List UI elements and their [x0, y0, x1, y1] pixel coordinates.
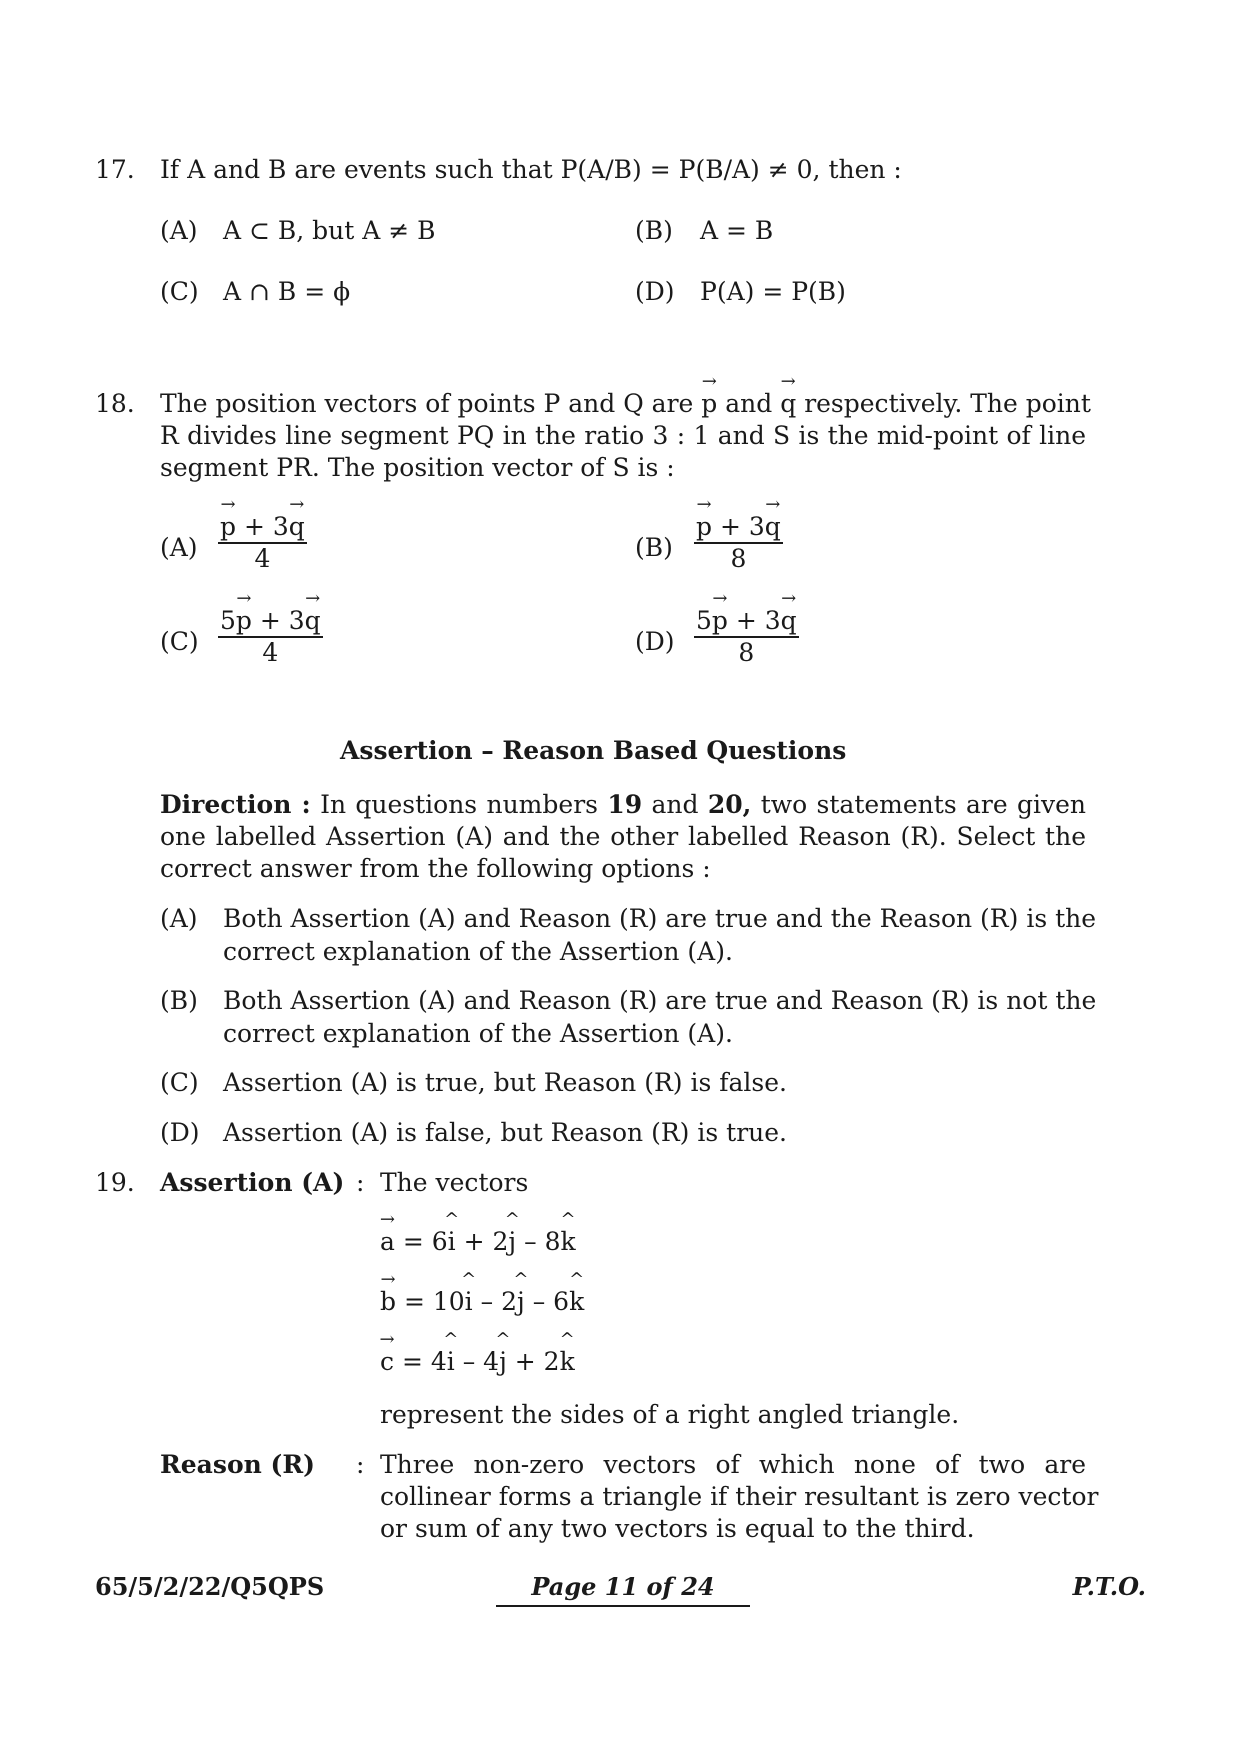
ar-option-a-line-2: correct explanation of the Assertion (A).: [223, 937, 733, 966]
reason-line-2: collinear forms a triangle if their resultant is zero vector: [380, 1482, 1099, 1511]
direction-line-1: Direction : In questions numbers 19 and 20, two statements are given: [160, 790, 1087, 819]
vector-c-equation: → c = 4^ i – 4^ j + 2^ k: [380, 1347, 575, 1376]
q18-option-b-label: (B): [635, 533, 673, 562]
q17-option-c-text: A ∩ B = ϕ: [223, 277, 351, 306]
q18-option-d-fraction: $\frac{5\to p + 3\to q}{8}$: [694, 606, 799, 668]
section-heading: Assertion – Reason Based Questions: [340, 736, 847, 765]
q18-number: 18.: [95, 389, 135, 418]
q17-option-a-text: A ⊂ B, but A ≠ B: [223, 216, 436, 245]
ar-option-c-text: Assertion (A) is true, but Reason (R) is false.: [223, 1068, 787, 1097]
q17-option-d-label: (D): [635, 277, 675, 306]
q18-line-2: R divides line segment PQ in the ratio 3 : 1 and S is the mid-point of line: [160, 421, 1086, 450]
assertion-outro: represent the sides of a right angled triangle.: [380, 1400, 960, 1429]
page-number: Page 11 of 24: [531, 1572, 715, 1601]
direction-line-2: one labelled Assertion (A) and the other labelled Reason (R). Select the: [160, 822, 1086, 851]
ar-option-a-label: (A): [160, 904, 198, 933]
q18-option-a-label: (A): [160, 533, 198, 562]
q18-line-3: segment PR. The position vector of S is :: [160, 453, 675, 482]
q17-option-b-label: (B): [635, 216, 673, 245]
q18-option-a-fraction: → $\frac{p + 3\to q}{4}$: [218, 512, 307, 574]
reason-line-3: or sum of any two vectors is equal to the third.: [380, 1514, 975, 1543]
q17-option-c-label: (C): [160, 277, 199, 306]
ar-option-b-line-1: Both Assertion (A) and Reason (R) are true and Reason (R) is not the: [223, 986, 1097, 1015]
ar-option-c-label: (C): [160, 1068, 199, 1097]
ar-option-b-label: (B): [160, 986, 198, 1015]
q18-line-1: The position vectors of points P and Q are → p and → q respectively. The point: [160, 389, 1086, 418]
vector-a-equation: → a = 6^ i + 2^ j – 8^ k: [380, 1227, 576, 1256]
ar-option-d-label: (D): [160, 1118, 200, 1147]
q18-option-c-label: (C): [160, 627, 199, 656]
page-number-underline: [496, 1605, 750, 1607]
q17-text: If A and B are events such that P(A/B) = P(B/A) ≠ 0, then :: [160, 155, 902, 184]
q18-option-d-label: (D): [635, 627, 675, 656]
q18-option-c-fraction: $\frac{5\to p + 3\to q}{4}$: [218, 606, 323, 668]
assertion-colon: :: [356, 1168, 365, 1197]
q17-number: 17.: [95, 155, 135, 184]
ar-option-a-line-1: Both Assertion (A) and Reason (R) are true and the Reason (R) is the: [223, 904, 1097, 933]
paper-code: 65/5/2/22/Q5QPS: [95, 1572, 325, 1601]
assertion-intro: The vectors: [380, 1168, 529, 1197]
q17-option-d-text: P(A) = P(B): [700, 277, 846, 306]
reason-label: Reason (R): [160, 1450, 315, 1479]
reason-line-1: Three non-zero vectors of which none of two are: [380, 1450, 1086, 1479]
reason-colon: :: [356, 1450, 365, 1479]
q19-number: 19.: [95, 1168, 135, 1197]
vector-b-equation: → b = 10^ i – 2^ j – 6^ k: [380, 1287, 584, 1316]
ar-option-b-line-2: correct explanation of the Assertion (A).: [223, 1019, 733, 1048]
assertion-label: Assertion (A): [160, 1168, 345, 1197]
q18-option-b-fraction: → $\frac{p + 3\to q}{8}$: [694, 512, 783, 574]
ar-option-d-text: Assertion (A) is false, but Reason (R) is true.: [223, 1118, 787, 1147]
direction-line-3: correct answer from the following options :: [160, 854, 711, 883]
q17-option-b-text: A = B: [700, 216, 774, 245]
q17-option-a-label: (A): [160, 216, 198, 245]
vector-p: → p: [701, 389, 717, 418]
pto-label: P.T.O.: [1072, 1572, 1146, 1601]
vector-q: → q: [780, 389, 796, 418]
